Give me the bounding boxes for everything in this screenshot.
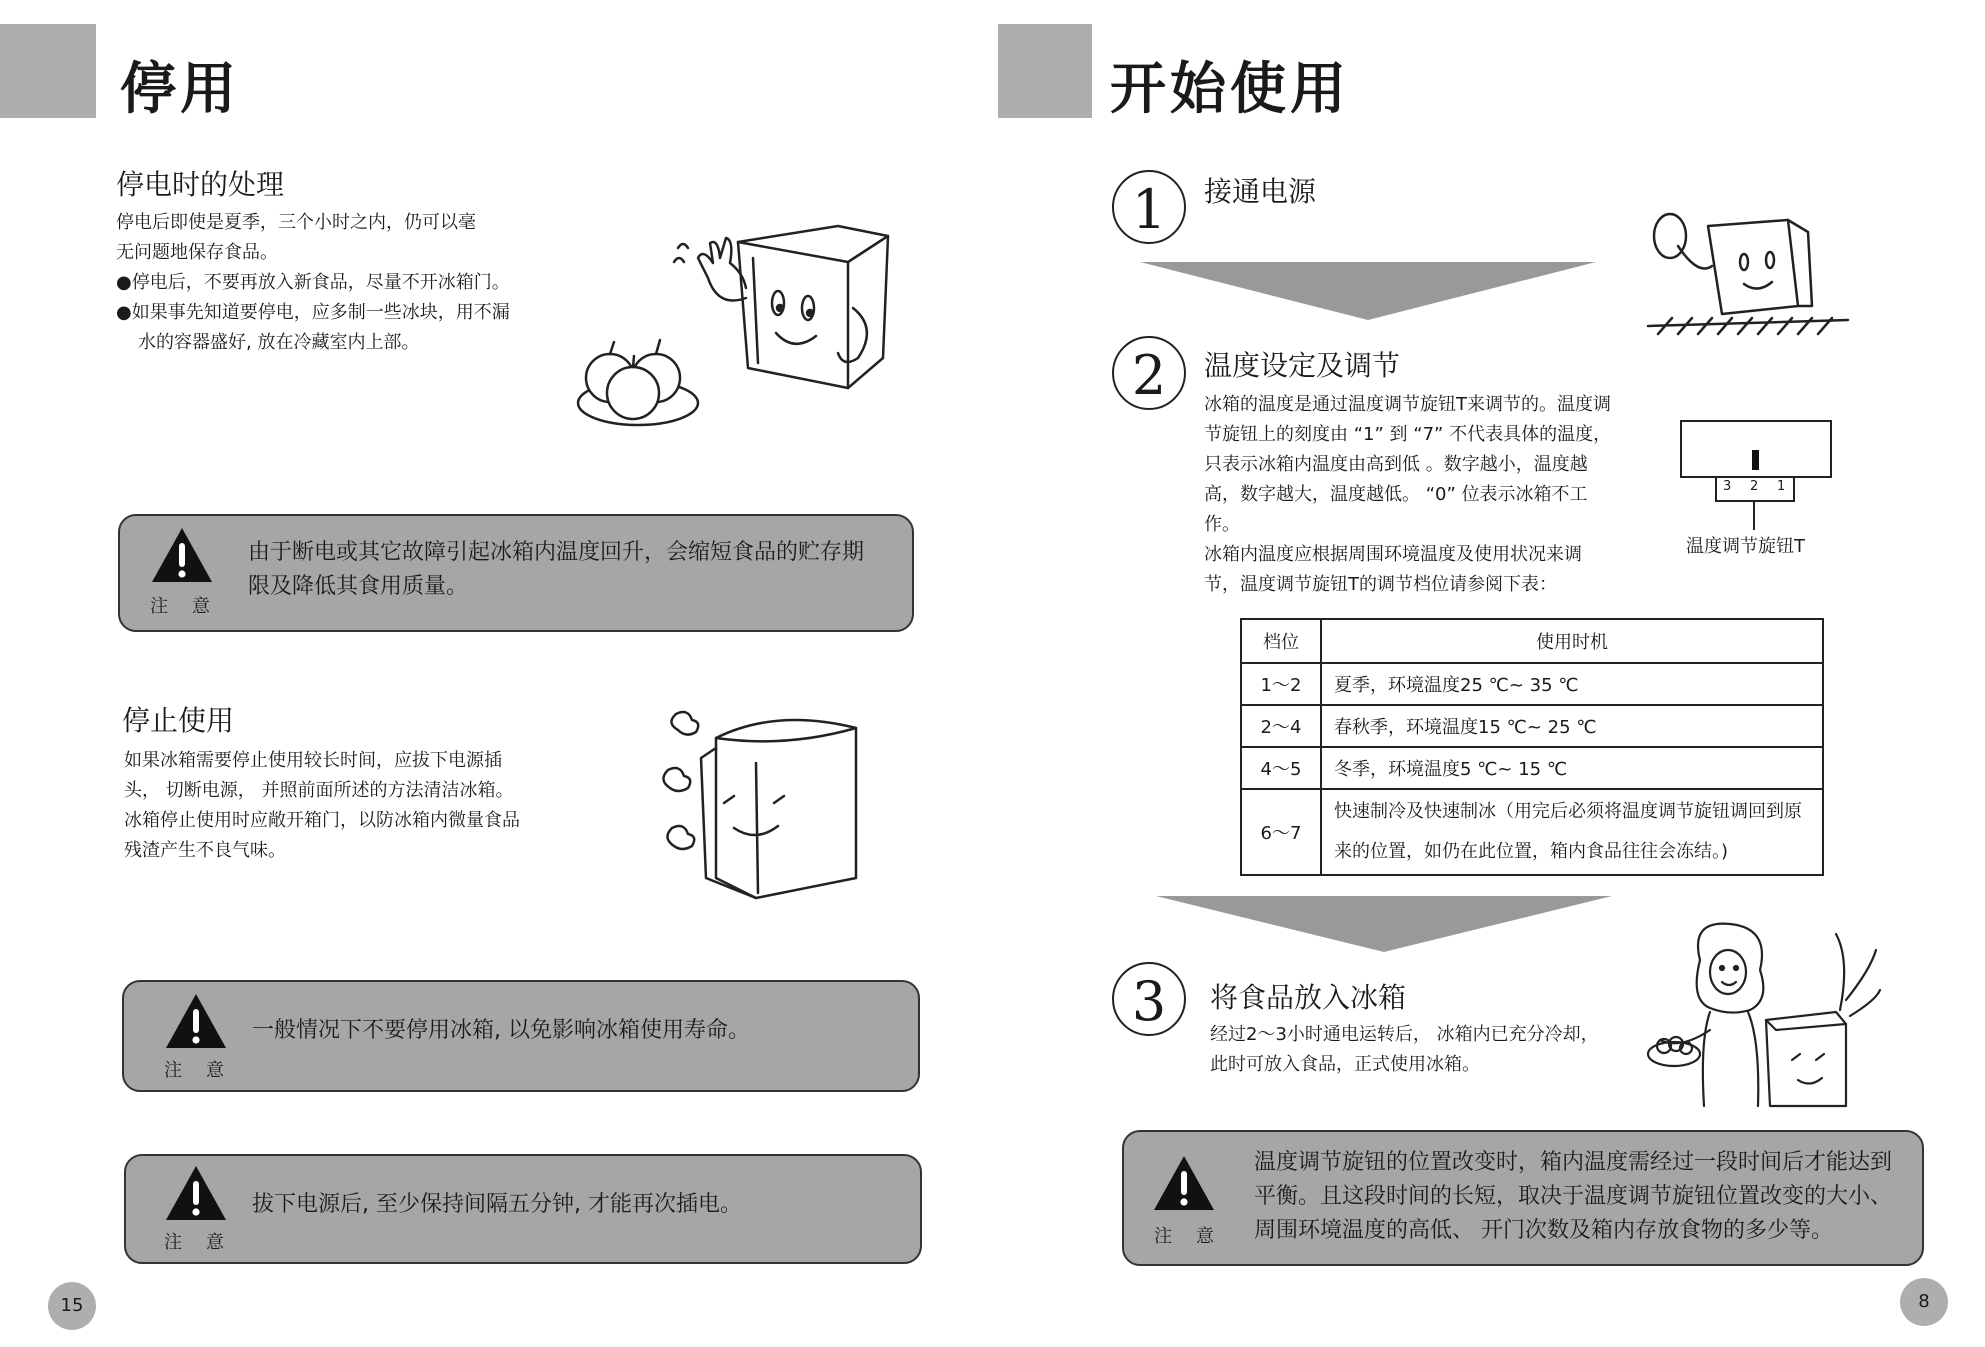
power-outage-line: 停电后即使是夏季，三个小时之内，仍可以毫 [116, 212, 476, 233]
step-1-title: 接通电源 [1204, 175, 1317, 208]
left-page-number: 15 [48, 1282, 96, 1330]
table-cell-level: 2～4 [1241, 705, 1321, 747]
step-2-text [1204, 390, 1612, 600]
table-cell-level: 1～2 [1241, 663, 1321, 705]
warning-text-replug: 拔下电源后, 至少保持间隔五分钟, 才能再次插电。 [252, 1192, 742, 1217]
table-cell-level: 6～7 [1241, 789, 1321, 875]
power-outage-bullet: ●停电后，不要再放入新食品，尽量不开冰箱门。 [116, 272, 510, 293]
step-2-circle: 2 [1112, 336, 1186, 410]
warning-triangle-icon [164, 992, 228, 1050]
dial-scale [1715, 476, 1795, 502]
table-row [1241, 747, 1823, 789]
warning-label: 注意 [164, 1232, 248, 1253]
step-3-text: 经过2～3小时通电运转后， 冰箱内已充分冷却，此时可放入食品，正式使用冰箱。 [1210, 1024, 1599, 1075]
dial-label: 1 [1777, 479, 1786, 494]
warning-triangle-icon [150, 526, 214, 584]
dial-pointer-line [1753, 502, 1755, 530]
dial-label: 3 [1723, 479, 1732, 494]
dial-indicator [1752, 450, 1759, 470]
table-cell-level: 4～5 [1241, 747, 1321, 789]
warning-text-stop: 一般情况下不要停用冰箱, 以免影响冰箱使用寿命。 [252, 1018, 750, 1043]
fridge-apples-illustration [548, 218, 878, 438]
warning-text-dial: 温度调节旋钮的位置改变时，箱内温度需经过一段时间后才能达到平衡。且这段时间的长短，取决于温度调节旋钮位置改变的大小、周围环境温度的高低、 开门次数及箱内存放食物的多少等。 [1254, 1150, 1893, 1243]
warning-label: 注意 [150, 596, 234, 617]
stop-use-heading: 停止使用 [122, 704, 235, 737]
right-title-block [998, 24, 1092, 118]
table-cell-desc: 快速制冷及快速制冰（用完后必须将温度调节旋钮调回到原来的位置，如仍在此位置，箱内食品往往会冻结。) [1321, 789, 1823, 875]
power-outage-heading: 停电时的处理 [116, 168, 285, 201]
table-row [1241, 663, 1823, 705]
step-2-title: 温度设定及调节 [1204, 349, 1401, 382]
left-page-title: 停用 [120, 57, 240, 122]
warning-text-power: 由于断电或其它故障引起冰箱内温度回升，会缩短食品的贮存期限及降低其食用质量。 [248, 540, 865, 599]
warning-box-dial [1122, 1130, 1924, 1266]
power-outage-text [116, 208, 526, 358]
step-3-circle: 3 [1112, 962, 1186, 1036]
power-outage-bullet: ●如果事先知道要停电，应多制一些冰块，用不漏水的容器盛好, 放在冷藏室内上部。 [116, 302, 510, 353]
warning-label: 注意 [1154, 1226, 1238, 1247]
warning-box-power [118, 514, 914, 632]
temperature-settings-table [1240, 618, 1824, 876]
step-2-paragraph: 冰箱内温度应根据周围环境温度及使用状况来调节，温度调节旋钮T的调节档位请参阅下表： [1204, 544, 1582, 595]
stop-use-line: 如果冰箱需要停止使用较长时间，应拔下电源插头， 切断电源， 并照前面所述的方法清洁冰箱。 [124, 750, 514, 801]
warning-label: 注意 [164, 1060, 248, 1081]
power-outage-line: 无问题地保存食品。 [116, 242, 278, 263]
open-fridge-illustration [656, 708, 866, 908]
dial-caption: 温度调节旋钮T [1686, 536, 1805, 557]
arrow-down-1 [1140, 262, 1596, 320]
table-header-level: 档位 [1241, 619, 1321, 663]
stop-use-text [124, 746, 524, 866]
table-header-timing: 使用时机 [1321, 619, 1823, 663]
right-page-number: 8 [1900, 1278, 1948, 1326]
step-1-circle: 1 [1112, 170, 1186, 244]
table-header-row [1241, 619, 1823, 663]
right-page-title: 开始使用 [1110, 57, 1350, 122]
plug-in-illustration [1648, 206, 1848, 336]
table-cell-desc: 夏季，环境温度25 ℃~ 35 ℃ [1321, 663, 1823, 705]
dial-panel [1680, 420, 1832, 478]
dial-label: 2 [1750, 479, 1759, 494]
woman-fridge-illustration [1640, 920, 1880, 1110]
warning-triangle-icon [164, 1164, 228, 1222]
warning-triangle-icon [1152, 1154, 1216, 1212]
temperature-dial-diagram [1680, 420, 1840, 530]
warning-box-stop [122, 980, 920, 1092]
stop-use-line: 冰箱停止使用时应敞开箱门，以防冰箱内微量食品残渣产生不良气味。 [124, 810, 520, 861]
table-row [1241, 789, 1823, 875]
step-3-title: 将食品放入冰箱 [1210, 981, 1407, 1014]
left-title-block [0, 24, 96, 118]
table-row [1241, 705, 1823, 747]
table-cell-desc: 冬季，环境温度5 ℃~ 15 ℃ [1321, 747, 1823, 789]
arrow-down-2 [1156, 896, 1612, 952]
table-cell-desc: 春秋季，环境温度15 ℃~ 25 ℃ [1321, 705, 1823, 747]
step-2-paragraph: 冰箱的温度是通过温度调节旋钮T来调节的。温度调节旋钮上的刻度由 “1” 到 “7” 不代表具体的温度，只表示冰箱内温度由高到低 。数字越小，温度越高，数字越大，温度越低。 “0” 位表示冰箱不工作。 [1204, 394, 1612, 535]
warning-box-replug [124, 1154, 922, 1264]
